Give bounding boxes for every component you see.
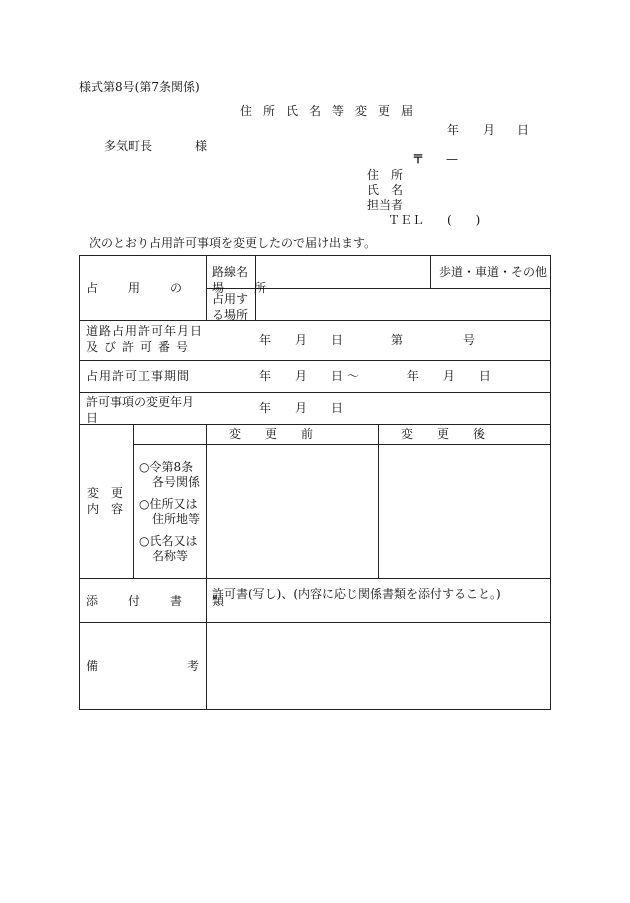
name-label: 氏 名 <box>367 183 404 197</box>
addressee: 多気町長 <box>104 139 153 153</box>
contact-label: 担当者 <box>367 198 404 212</box>
permit-date-label-2: 及び許可番号 <box>86 340 195 354</box>
option-2-line2: 住所地等 <box>152 512 201 526</box>
work-period-label: 占用許可工事期間 <box>86 369 191 383</box>
option-2-line1: ○住所又は <box>139 497 198 511</box>
after-header: 変 更 後 <box>401 427 486 441</box>
postal-dash: — <box>446 152 458 166</box>
permit-date-label-1: 道路占用許可年月日 <box>86 324 204 338</box>
address-label: 住 所 <box>367 168 404 182</box>
attachments-label: 添 付 書 類 <box>86 594 234 608</box>
form-title: 住所氏名等変更届 <box>240 104 425 118</box>
change-date-value: 年 月 日 <box>259 401 344 415</box>
intro-text: 次のとおり占用許可事項を変更したので届け出ます。 <box>89 236 377 250</box>
occupied-place-label: 占用する場所 <box>212 292 249 323</box>
sidewalk-options: 歩道・車道・その他 <box>439 265 548 279</box>
date-day: 日 <box>517 123 530 137</box>
option-1-line1: ○令第8条 <box>139 460 194 474</box>
change-content-label-1: 変 更 <box>87 486 124 500</box>
option-1-line2: 各号関係 <box>152 475 201 489</box>
change-date-label: 許可事項の変更年月日 <box>86 395 195 426</box>
form-number: 様式第8号(第7条関係) <box>79 80 200 94</box>
remarks-label-right: 考 <box>187 659 200 673</box>
attachments-value: 許可書(写し)、(内容に応じ関係書類を添付すること。) <box>212 587 501 601</box>
before-header: 変 更 前 <box>229 427 314 441</box>
date-year: 年 <box>447 123 460 137</box>
work-period-value: 年 月 日 ～ 年 月 日 <box>259 369 491 383</box>
permit-date-value: 年 月 日 第 号 <box>259 333 476 347</box>
tel-parens: ( ) <box>447 213 481 227</box>
tel-label: ＴＥＬ <box>388 213 425 227</box>
option-3-line2: 名称等 <box>152 549 189 563</box>
change-content-label-2: 内 容 <box>87 502 124 516</box>
postal-mark: 〒 <box>412 152 425 166</box>
addressee-suffix: 様 <box>195 139 208 153</box>
route-name-label: 路線名 <box>212 265 249 279</box>
occupancy-place-label: 占 用 の 場 所 <box>86 281 276 295</box>
option-3-line1: ○氏名又は <box>139 534 198 548</box>
date-month: 月 <box>483 123 496 137</box>
remarks-label-left: 備 <box>86 659 99 673</box>
